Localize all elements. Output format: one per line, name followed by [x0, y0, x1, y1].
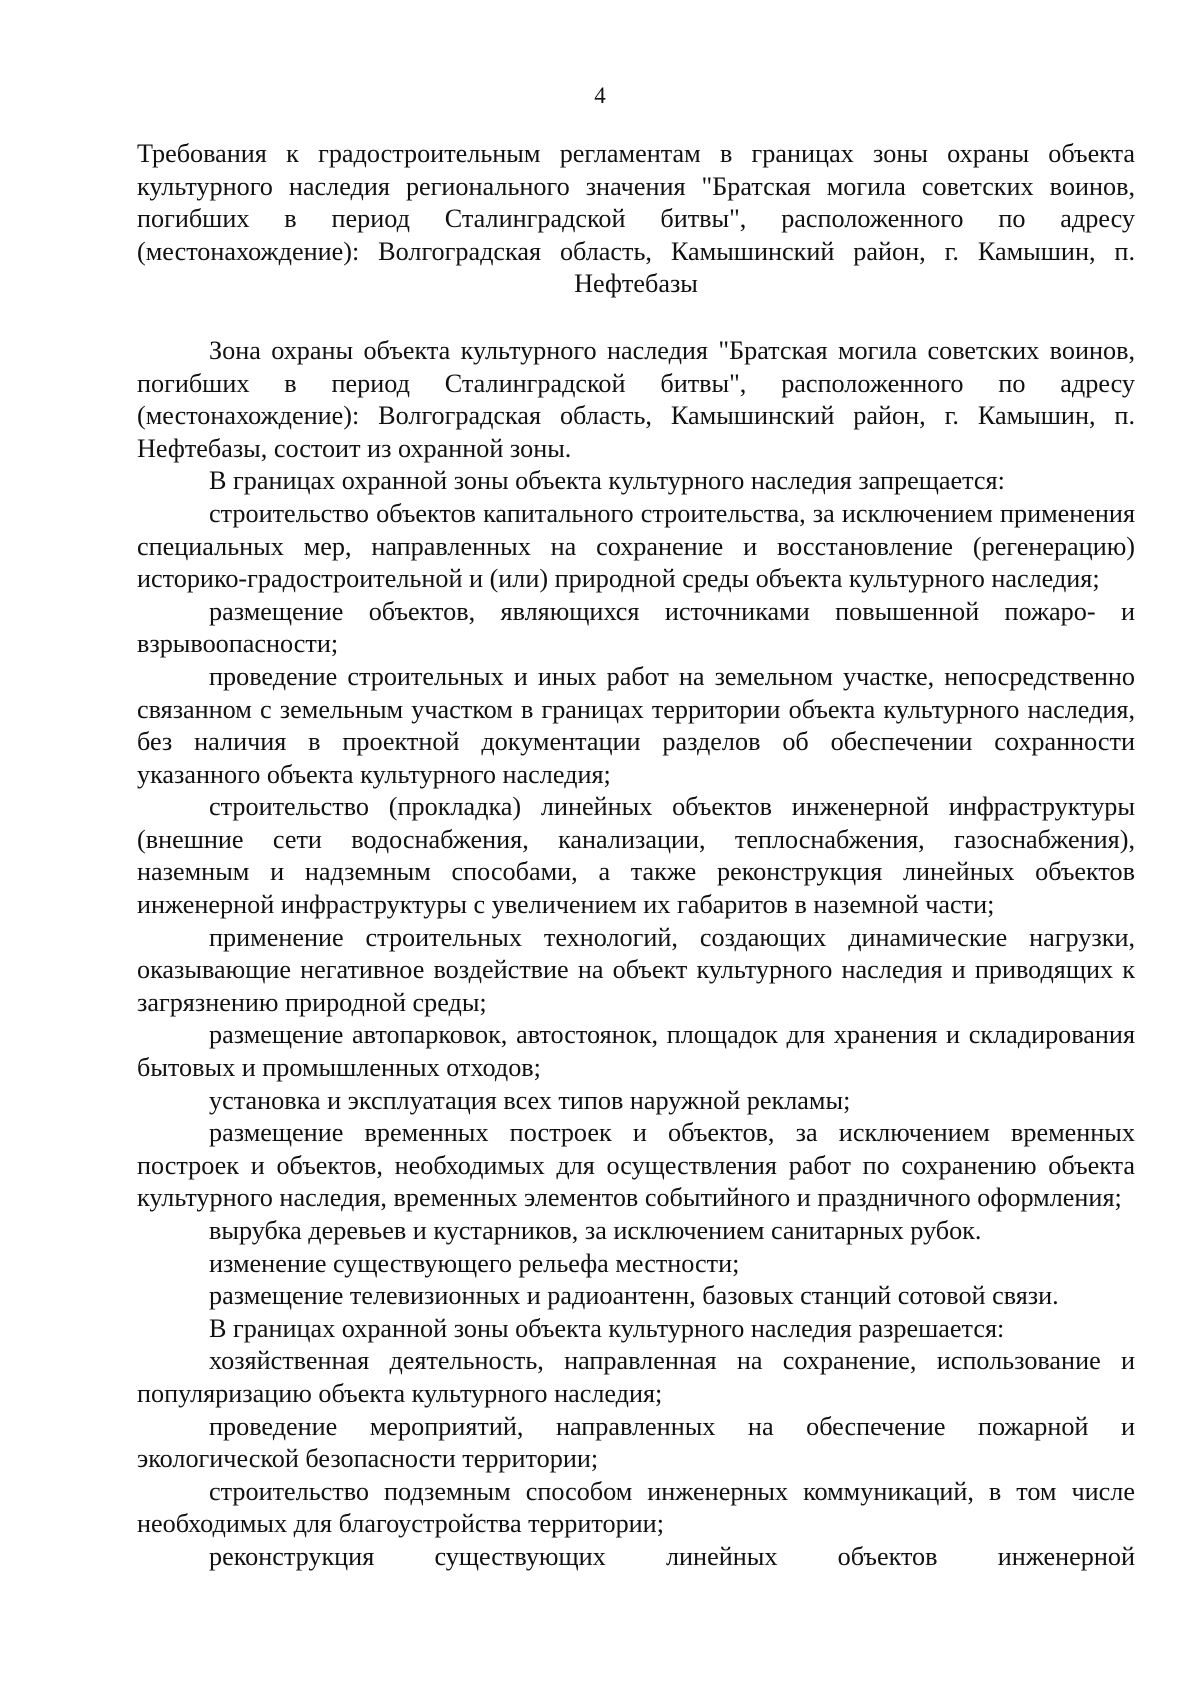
- document-body: [137, 335, 1135, 1574]
- list-item: размещение телевизионных и радиоантенн, базовых станций сотовой связи.: [209, 1281, 1059, 1311]
- list-item: строительство (прокладка) линейных объектов инженерной инфраструктуры (внешние сети водоснабжения, канализации, теплоснабжения, газоснабжения), наземным и надземным способами, а также реконструкция линейных объектов инженерной инфраструктуры с увеличением их габаритов в наземной части;: [137, 792, 1135, 920]
- list-item: проведение мероприятий, направленных на обеспечение пожарной и экологической безопасности территории;: [137, 1411, 1135, 1474]
- list-item: применение строительных технологий, создающих динамические нагрузки, оказывающие негативное воздействие на объект культурного наследия и приводящих к загрязнению природной среды;: [137, 922, 1135, 1017]
- list-item: строительство объектов капитального строительства, за исключением применения специальных мер, направленных на сохранение и восстановление (регенерацию) историко-градостроительной и (или) природной среды объекта культурного наследия;: [137, 498, 1135, 594]
- list-item: размещение временных построек и объектов, за исключением временных построек и объектов, необходимых для осуществления работ по сохранению объекта культурного наследия, временных элементов событийного и праздничного оформления;: [137, 1118, 1135, 1213]
- page-number: 4: [594, 83, 606, 108]
- list-item: размещение автопарковок, автостоянок, площадок для хранения и складирования бытовых и промышленных отходов;: [137, 1020, 1135, 1083]
- paragraph-permitted-intro: В границах охранной зоны объекта культурного наследия разрешается:: [209, 1313, 1005, 1343]
- list-item: размещение объектов, являющихся источниками повышенной пожаро- и взрывоопасности;: [137, 596, 1135, 659]
- document-content: [137, 138, 1135, 1574]
- list-item: изменение существующего рельефа местности;: [209, 1248, 740, 1278]
- list-item: хозяйственная деятельность, направленная на сохранение, использование и популяризацию объекта культурного наследия;: [137, 1346, 1135, 1408]
- list-item: установка и эксплуатация всех типов наружной рекламы;: [209, 1085, 851, 1115]
- list-item: реконструкция существующих линейных объектов инженерной: [209, 1541, 1135, 1571]
- list-item: строительство подземным способом инженерных коммуникаций, в том числе необходимых для благоустройства территории;: [137, 1476, 1135, 1539]
- paragraph-prohibited-intro: В границах охранной зоны объекта культурного наследия запрещается:: [209, 466, 1005, 496]
- list-item: вырубка деревьев и кустарников, за исключением санитарных рубок.: [209, 1216, 982, 1245]
- document-heading: Требования к градостроительным регламентам в границах зоны охраны объекта культурного наследия регионального значения "Братская могила советских воинов, погибших в период Сталинградской битвы", расположенного по адресу (местонахождение): Волгоградская область, Камышинский район, г. Камышин, п. Нефтебазы: [137, 139, 1135, 299]
- paragraph-zone-composition: Зона охраны объекта культурного наследия "Братская могила советских воинов, погибших в период Сталинградской битвы", расположенного по адресу (местонахождение): Волгоградская область, Камышинский район, г. Камышин, п. Нефтебазы, состоит из охранной зоны.: [137, 335, 1135, 463]
- list-item: проведение строительных и иных работ на земельном участке, непосредственно связанном с земельным участком в границах территории объекта культурного наследия, без наличия в проектной документации разделов об обеспечении сохранности указанного объекта культурного наследия;: [137, 661, 1135, 789]
